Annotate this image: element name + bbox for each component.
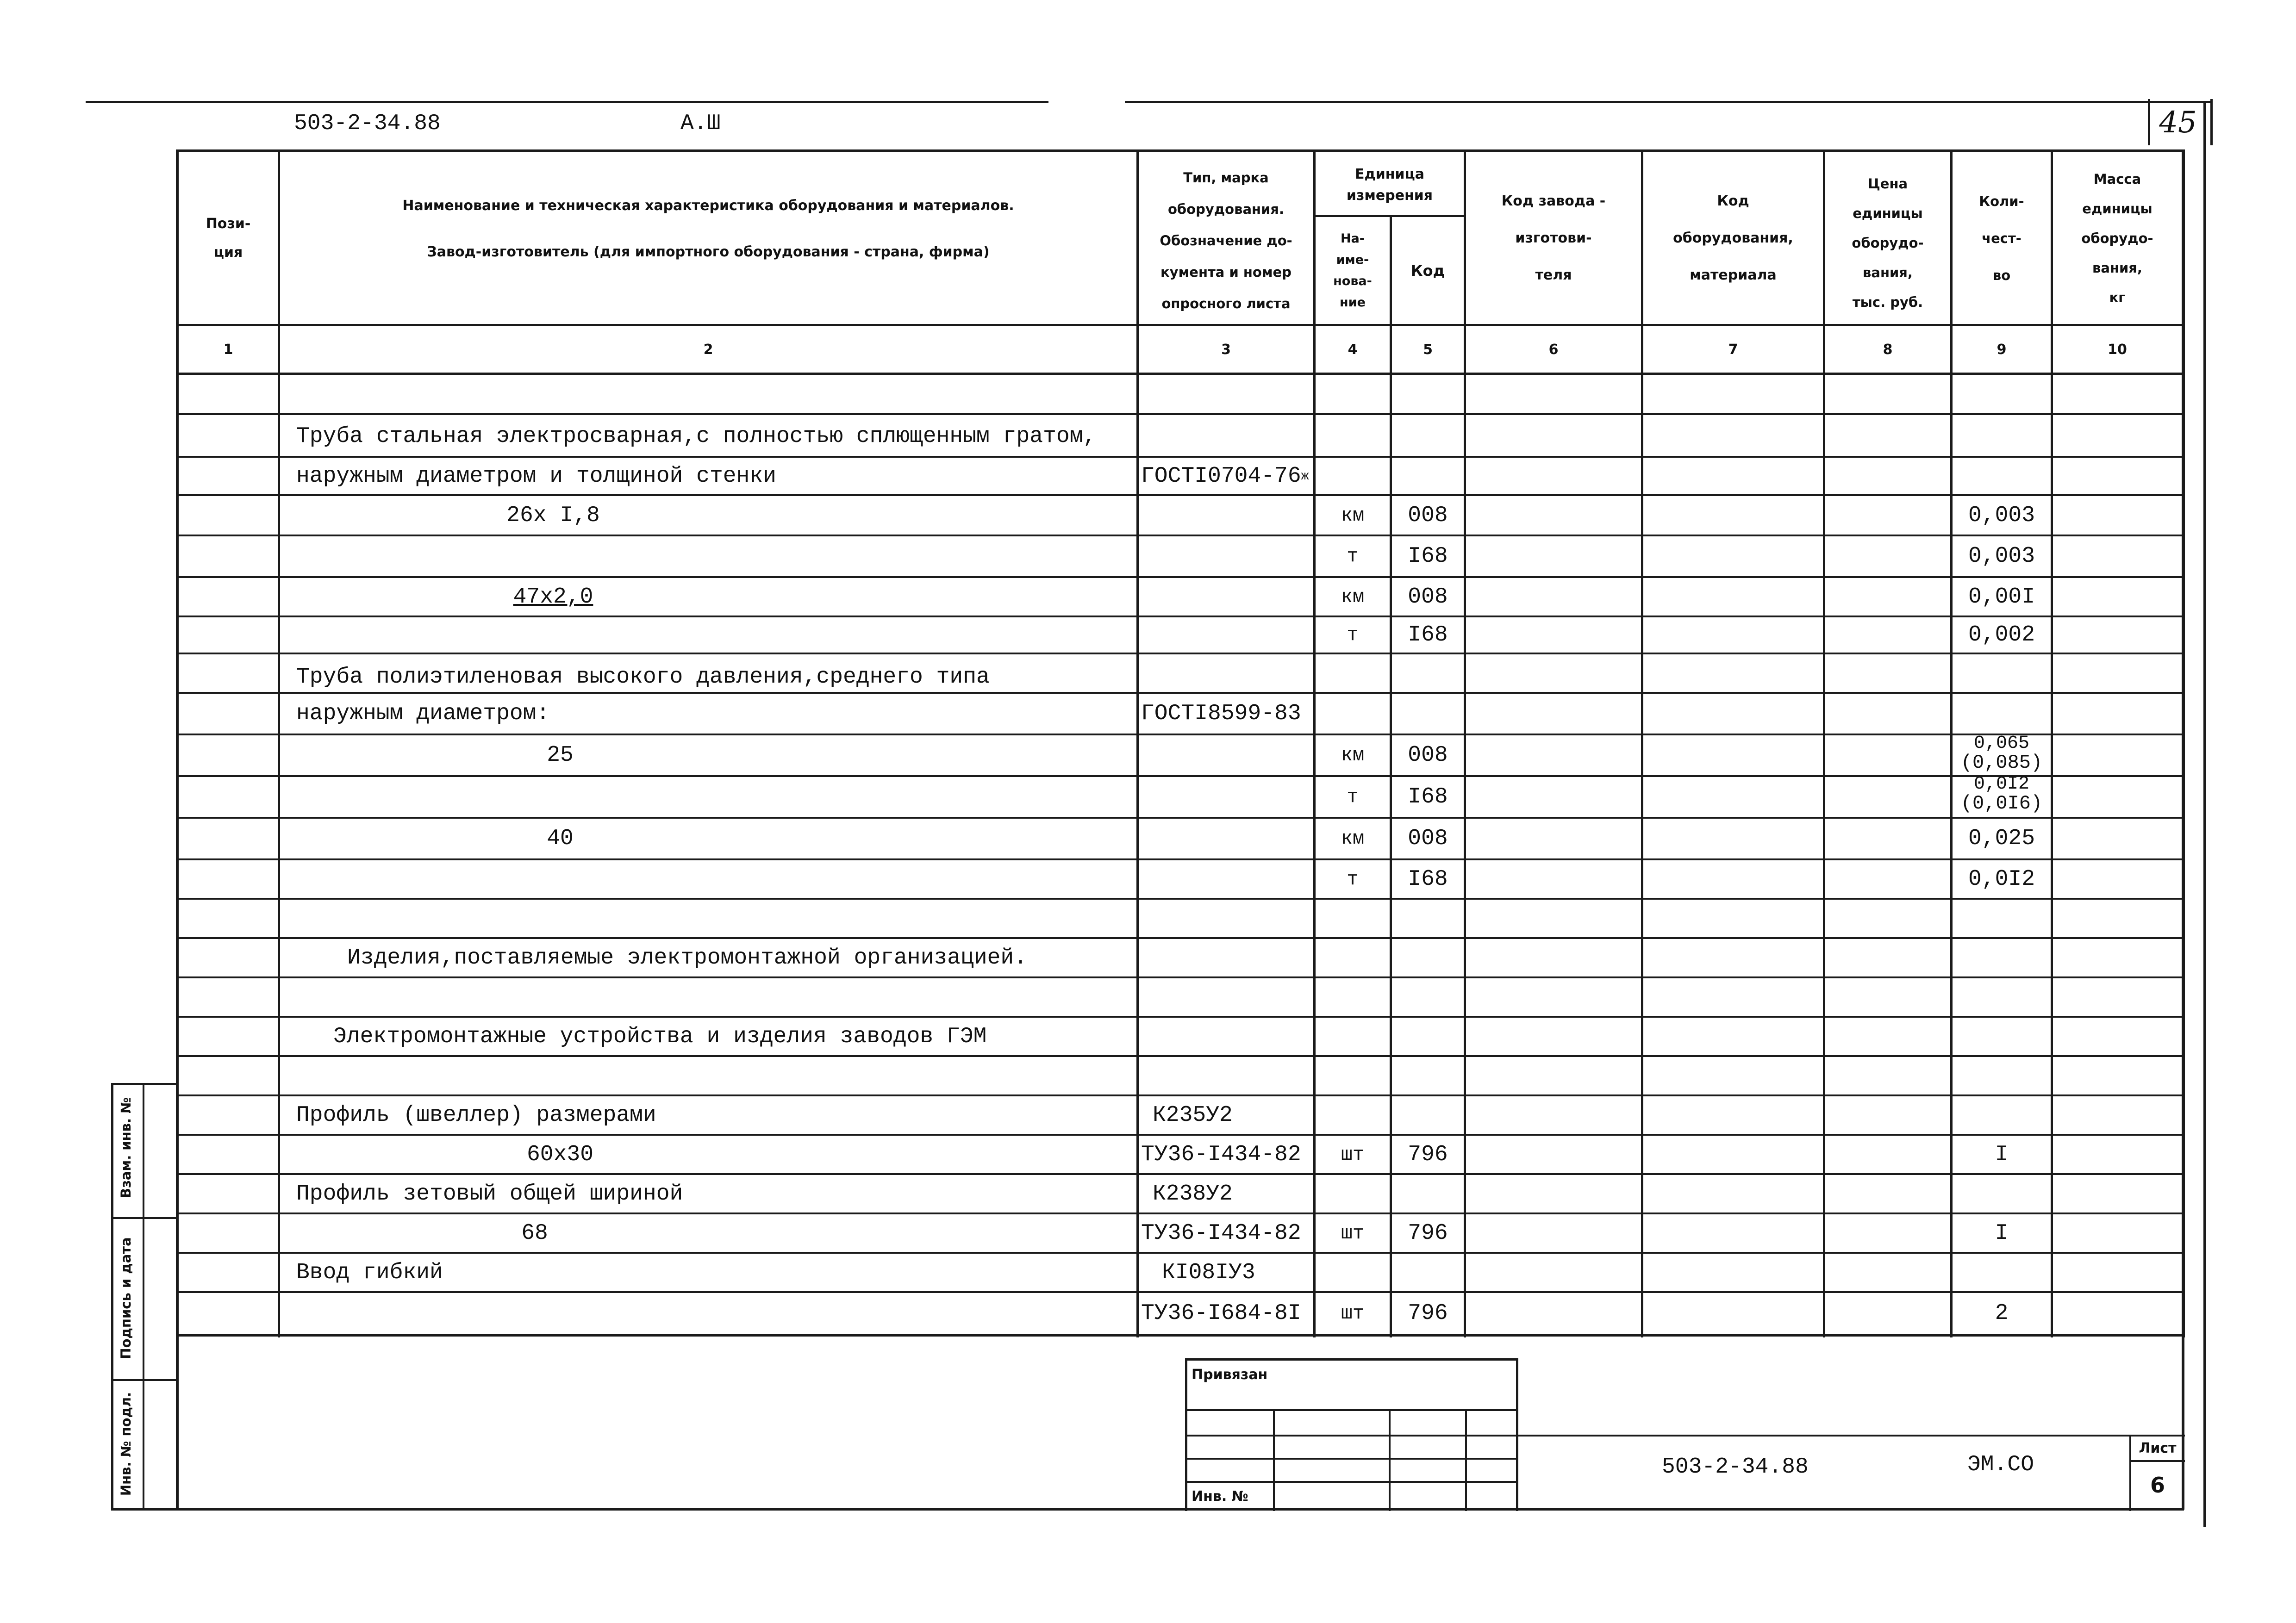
row-type: ТУ36-I434-82: [1141, 1142, 1301, 1167]
col-header-unit-code: Код: [1410, 262, 1445, 280]
row-code: 008: [1408, 584, 1448, 609]
col-number-2: 2: [703, 341, 713, 358]
row-type-footnote: ж: [1301, 469, 1309, 484]
row-unit: км: [1341, 504, 1365, 527]
row-name: Ввод гибкий: [296, 1260, 443, 1285]
col-header-quantity: Коли- чест- во: [1979, 193, 2024, 283]
col-header-price: Цена единицы оборудо- вания, тыс. руб.: [1852, 176, 1924, 310]
row-unit: км: [1341, 744, 1365, 766]
col-header-name-line1: Наименование и техническая характеристика оборудования и материалов.: [402, 198, 1014, 214]
row-unit: т: [1347, 868, 1359, 890]
row-name: 25: [547, 743, 574, 768]
row-unit: т: [1347, 545, 1359, 567]
row-unit: шт: [1341, 1143, 1365, 1166]
row-qty: I: [1995, 1142, 2009, 1167]
row-name: наружным диаметром и толщиной стенки: [296, 464, 776, 489]
col-header-unit-group: Единица измерения: [1346, 166, 1433, 204]
col-header-factory-code: Код завода - изготови- теля: [1501, 193, 1606, 283]
row-qty: 0,003: [1968, 503, 2035, 528]
row-type: КI08IУ3: [1162, 1260, 1255, 1285]
row-qty: I: [1995, 1220, 2009, 1246]
title-block-inv-no: Инв. №: [1192, 1488, 1248, 1505]
title-block-doc-code: 503-2-34.88: [1662, 1455, 1809, 1480]
row-code: I68: [1408, 544, 1448, 569]
col-header-unit-name: На- име- нова- ние: [1333, 231, 1372, 310]
row-type: ТУ36-I684-8I: [1141, 1301, 1301, 1326]
row-qty: 0,00I: [1968, 584, 2035, 609]
col-number-6: 6: [1548, 341, 1559, 358]
row-name: 60х30: [526, 1142, 594, 1167]
row-type: ГОСТI0704-76 ж: [1141, 464, 1309, 489]
row-unit: км: [1341, 585, 1365, 608]
col-header-position: Пози- ция: [206, 216, 251, 261]
row-code: 008: [1408, 503, 1448, 528]
row-code: I68: [1408, 866, 1448, 892]
header-format: А.Ш: [680, 111, 721, 136]
row-unit: т: [1347, 624, 1359, 646]
row-unit: т: [1347, 786, 1359, 808]
page-number-handwritten: 45: [2159, 106, 2197, 140]
row-qty: 0,025: [1968, 826, 2035, 851]
col-number-3: 3: [1221, 341, 1231, 358]
section-heading: Электромонтажные устройства и изделия заводов ГЭМ: [333, 1024, 987, 1049]
section-heading: Изделия,поставляемые электромонтажной организацией.: [347, 945, 1028, 970]
row-unit: шт: [1341, 1222, 1365, 1244]
row-qty-stacked: [1953, 773, 2051, 817]
row-code: 008: [1408, 743, 1448, 768]
row-unit: км: [1341, 827, 1365, 850]
row-name: Профиль зетовый общей шириной: [296, 1181, 683, 1206]
title-block-sheet-label: Лист: [2139, 1440, 2177, 1456]
row-type: К238У2: [1153, 1181, 1233, 1206]
row-name: Профиль (швеллер) размерами: [296, 1102, 656, 1128]
row-code: 796: [1408, 1142, 1448, 1167]
row-unit: шт: [1341, 1302, 1365, 1325]
header-doc-code: 503-2-34.88: [294, 111, 441, 136]
col-header-name-line2: Завод-изготовитель (для импортного оборудования - страна, фирма): [427, 244, 990, 260]
side-stamp: [111, 1083, 176, 1511]
row-code: I68: [1408, 622, 1448, 647]
col-number-8: 8: [1883, 341, 1893, 358]
row-code: 796: [1408, 1301, 1448, 1326]
row-qty-alt: (0,0I6): [1960, 792, 2043, 815]
row-type: ТУ36-I434-82: [1141, 1220, 1301, 1246]
row-qty: 0,065: [1973, 733, 2030, 754]
title-block-mark: ЭМ.СО: [1967, 1452, 2034, 1477]
row-name: Труба стальная электросварная,с полностью сплющенным гратом,: [296, 423, 1097, 449]
stamp-replace-inv-no: Взам. инв. №: [118, 1097, 134, 1199]
row-qty-alt: (0,085): [1960, 752, 2043, 774]
row-qty: 0,002: [1968, 622, 2035, 647]
col-number-4: 4: [1348, 341, 1358, 358]
row-qty-stacked: [1953, 735, 2051, 775]
row-name: 47х2,0: [513, 584, 593, 609]
row-name: 68: [521, 1220, 548, 1246]
row-code: 008: [1408, 826, 1448, 851]
title-block-sheet-number: 6: [2150, 1473, 2165, 1498]
col-header-mass: Масса единицы оборудо- вания, кг: [2081, 171, 2153, 305]
row-code: I68: [1408, 784, 1448, 809]
row-name: Труба полиэтиленовая высокого давления,среднего типа: [296, 664, 990, 690]
title-block: [1185, 1358, 2185, 1511]
col-number-5: 5: [1423, 341, 1433, 358]
col-number-1: 1: [223, 341, 233, 358]
title-block-attached: Привязан: [1192, 1366, 1268, 1383]
row-qty: 0,0I2: [1973, 773, 2030, 795]
row-qty: 0,0I2: [1968, 866, 2035, 892]
col-header-equipment-code: Код оборудования, материала: [1673, 193, 1793, 283]
col-number-7: 7: [1728, 341, 1738, 358]
row-name: 26х I,8: [506, 503, 600, 528]
col-number-9: 9: [1997, 341, 2007, 358]
row-type: К235У2: [1153, 1102, 1233, 1128]
row-type: ГОСТI8599-83: [1141, 701, 1301, 726]
col-number-10: 10: [2108, 341, 2127, 358]
row-qty: 2: [1995, 1301, 2009, 1326]
row-name: наружным диаметром:: [296, 701, 550, 726]
stamp-original-inv-no: Инв. № подл.: [118, 1392, 134, 1496]
row-qty: 0,003: [1968, 544, 2035, 569]
row-code: 796: [1408, 1220, 1448, 1246]
row-name: 40: [547, 826, 574, 851]
col-header-type: Тип, марка оборудования. Обозначение до- кумента и номер опросного листа: [1160, 170, 1292, 311]
stamp-signature-date: Подпись и дата: [118, 1237, 134, 1359]
